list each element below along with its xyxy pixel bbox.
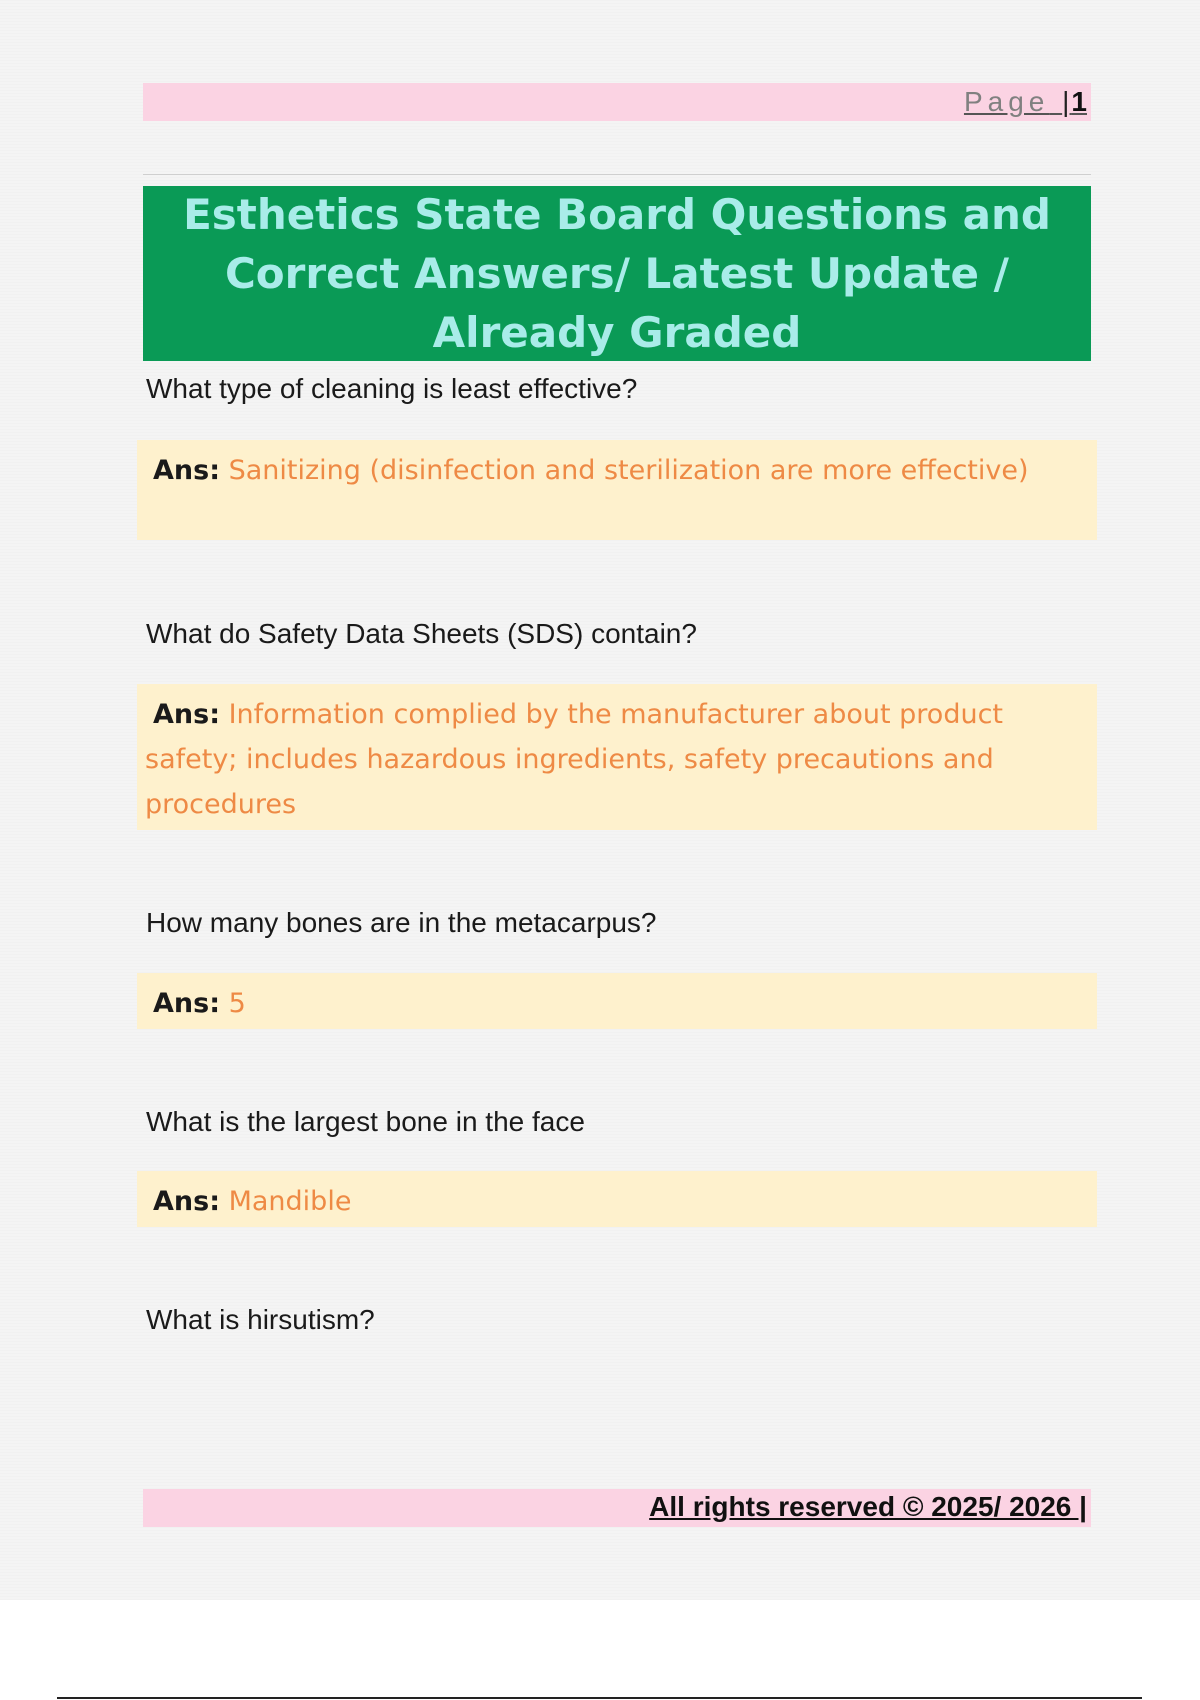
page-footer xyxy=(143,1489,1091,1527)
question-1: What type of cleaning is least effective? xyxy=(146,373,638,404)
answer-2-box xyxy=(137,684,1097,830)
answer-1-box xyxy=(137,440,1097,540)
page-label: Page xyxy=(963,86,1050,117)
answer-3-box xyxy=(137,973,1097,1029)
page-header xyxy=(143,83,1091,121)
title-banner xyxy=(143,186,1091,361)
answer-4-box xyxy=(137,1171,1097,1227)
question-5: What is hirsutism? xyxy=(146,1304,375,1335)
answer-4-label: Ans: xyxy=(153,1186,220,1217)
question-4: What is the largest bone in the face xyxy=(146,1106,585,1137)
document-title: Esthetics State Board Questions and Correct Answers/ Latest Update / Already Graded xyxy=(183,190,1051,357)
answer-1-text: Sanitizing (disinfection and sterilization are more effective) xyxy=(228,455,1029,486)
page-separator: | xyxy=(1062,86,1072,117)
question-2: What do Safety Data Sheets (SDS) contain? xyxy=(146,618,697,649)
question-3: How many bones are in the metacarpus? xyxy=(146,907,657,938)
answer-1-label: Ans: xyxy=(153,455,220,486)
copyright-notice: All rights reserved © 2025/ 2026 | xyxy=(649,1491,1087,1522)
answer-2-label: Ans: xyxy=(153,699,220,730)
bottom-divider xyxy=(57,1697,1142,1699)
header-divider xyxy=(143,174,1091,175)
answer-2-text: Information complied by the manufacturer about product safety; includes hazardous ingredients, safety precautions and procedures xyxy=(145,699,1003,820)
answer-4-text: Mandible xyxy=(228,1186,352,1217)
page-number xyxy=(964,86,1087,118)
answer-3-label: Ans: xyxy=(153,988,220,1019)
page-number-value: 1 xyxy=(1071,86,1087,117)
answer-3-text: 5 xyxy=(228,988,246,1019)
